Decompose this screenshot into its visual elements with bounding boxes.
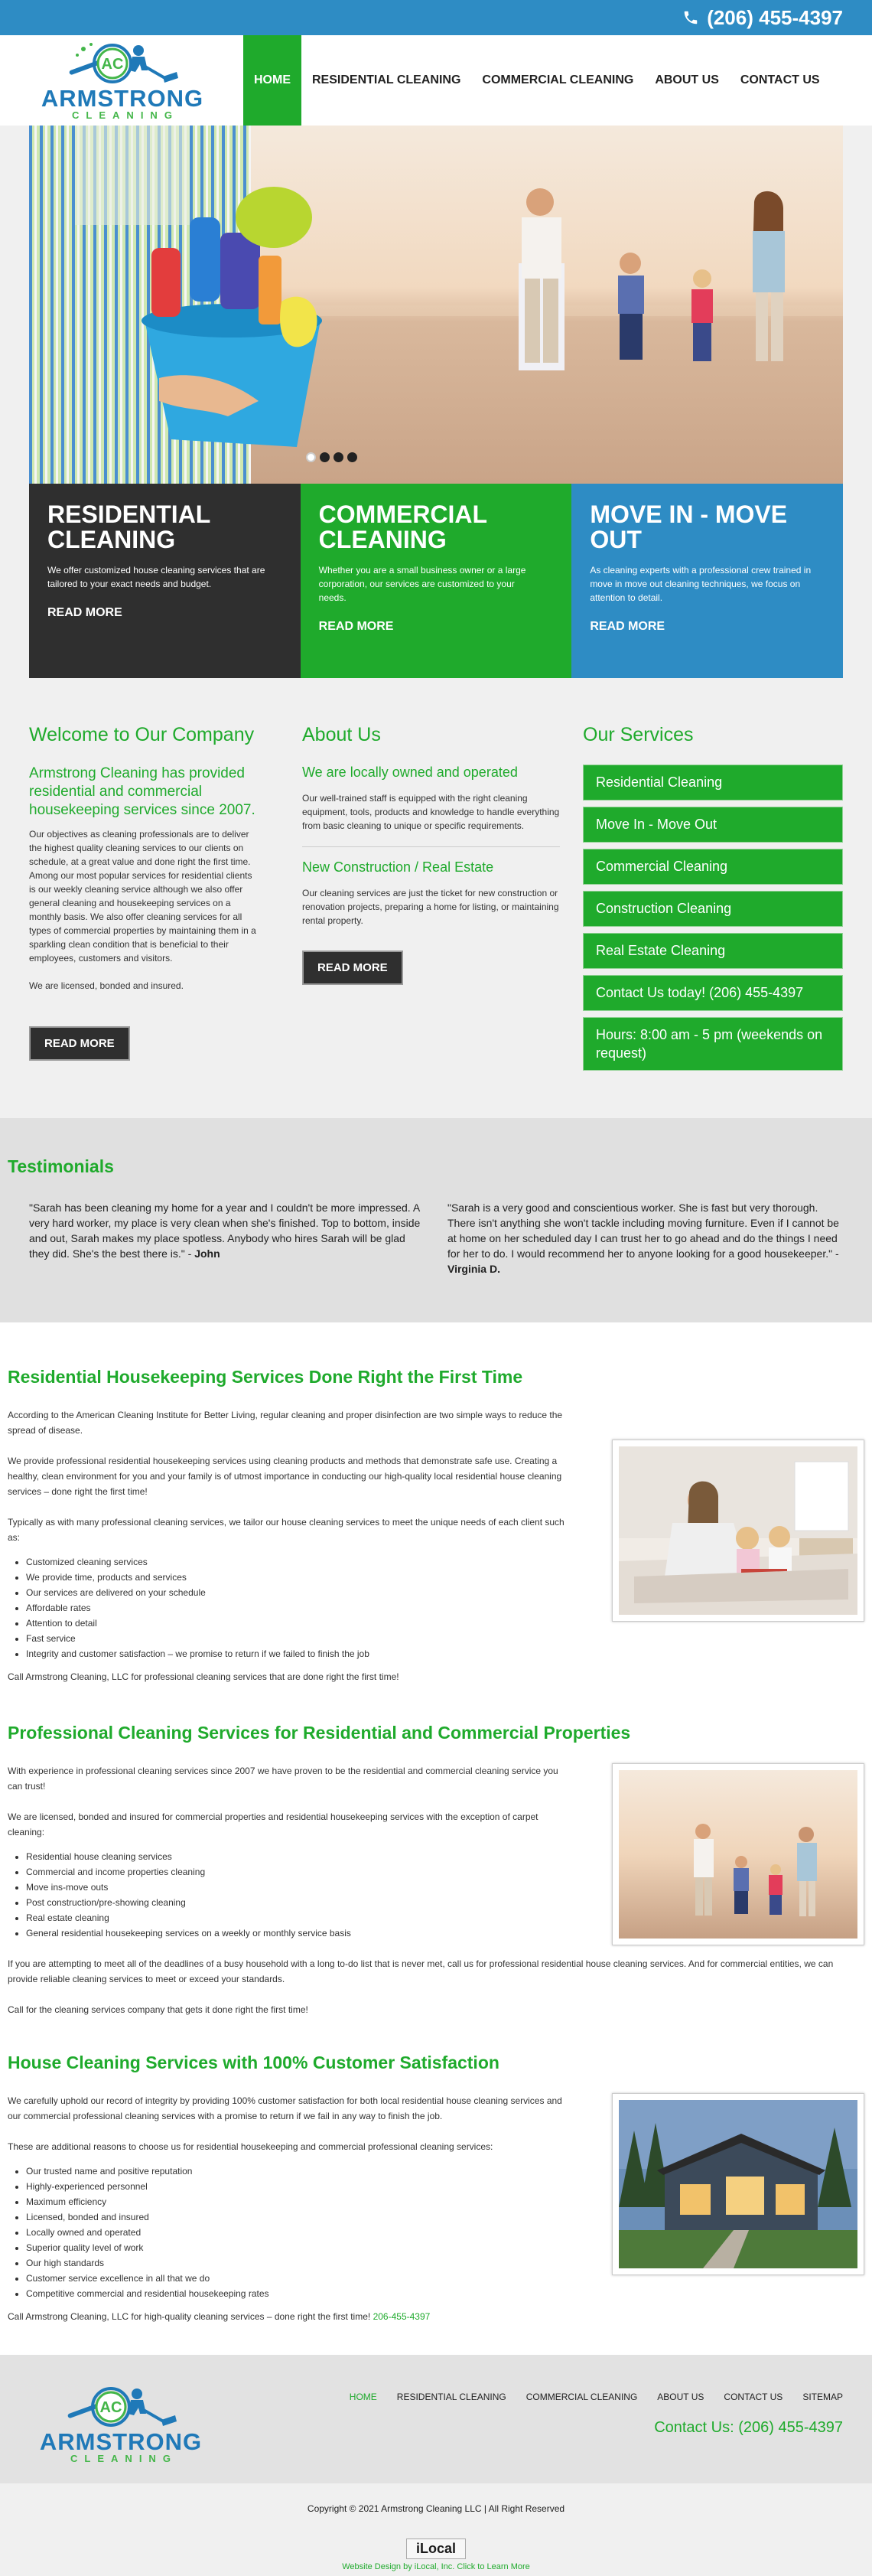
hero-region xyxy=(0,126,872,1118)
footer-nav-residential-cleaning[interactable]: RESIDENTIAL CLEANING xyxy=(396,2392,506,2402)
list-item: • Fast service xyxy=(26,1631,574,1646)
about-divider xyxy=(302,846,560,847)
section3-call xyxy=(8,2309,857,2324)
section1-paragraph: Call Armstrong Cleaning, LLC for professional cleaning services that are done right the first time! xyxy=(8,1671,399,1682)
footer-nav-commercial-cleaning[interactable]: COMMERCIAL CLEANING xyxy=(525,2392,638,2402)
section1-list xyxy=(26,1554,574,1661)
welcome-read-more-button[interactable]: READ MORE xyxy=(29,1026,130,1061)
slider-dot-4[interactable] xyxy=(347,452,357,462)
card-text: As cleaning experts with a professional crew trained in move in move out cleaning techniques, we focus on attention to detail. xyxy=(590,565,812,603)
logo-brand: ARMSTRONG xyxy=(41,85,204,112)
list-item: • Our high standards xyxy=(26,2255,574,2271)
service-cards xyxy=(29,484,843,678)
about-paragraph-construction: Our cleaning services are just the ticket for new construction or renovation projects, preparing a home for listing, or maintaining rental property. xyxy=(302,888,559,926)
card-commercial xyxy=(301,484,572,678)
welcome-paragraph: Our objectives as cleaning professionals are to deliver the highest quality cleaning services to our clients on schedule, at a great value and done right the first time. Among our most popular services for residential clients is our weekly cleaning service although we also offer general cleaning and housekeeping services on a monthly basis. We also offer cleaning services for all types of commercial properties by maintaining them in a sparkling clean condition that is beneficial to their employees, customers and visitors. xyxy=(29,829,256,964)
top-phone-link[interactable] xyxy=(682,6,843,30)
nav-residential-cleaning[interactable]: RESIDENTIAL CLEANING xyxy=(312,73,461,86)
list-item: • Post construction/pre-showing cleaning xyxy=(26,1895,574,1910)
testimonial-quote: "Sarah is a very good and conscientious worker. She is fast but very thorough. There isn't anything she won't tackle including moving furniture. Even if I cannot be at home on her scheduled day I can trust her to go ahead and do the things I need for her to do. I would recommend her to anyone looking for a good housekeeper." - xyxy=(447,1202,839,1260)
service-hours: Hours: 8:00 am - 5 pm (weekends on request) xyxy=(583,1017,843,1071)
section3-list xyxy=(26,2164,574,2301)
welcome-subtitle: Armstrong Cleaning has provided residential and commercial housekeeping services since 2007. xyxy=(29,765,255,818)
slider-dot-1[interactable] xyxy=(306,452,316,462)
card-text: We offer customized house cleaning services that are tailored to your exact needs and budget. xyxy=(47,565,265,589)
content-section xyxy=(0,1322,872,2355)
testimonial-author: John xyxy=(194,1247,220,1260)
logo-brand: ARMSTRONG xyxy=(39,2428,203,2455)
logo-emblem-icon xyxy=(65,40,180,87)
list-item: • Our trusted name and positive reputation xyxy=(26,2164,574,2179)
service-real-estate-cleaning[interactable]: Real Estate Cleaning xyxy=(583,933,843,969)
ilocal-credit-link[interactable]: Website Design by iLocal, Inc. Click to Learn More xyxy=(342,2562,530,2571)
card-residential xyxy=(29,484,301,678)
card-read-more[interactable]: READ MORE xyxy=(47,606,122,619)
service-construction-cleaning[interactable]: Construction Cleaning xyxy=(583,891,843,927)
about-column xyxy=(302,724,560,1077)
list-item: • Superior quality level of work xyxy=(26,2240,574,2255)
section2-paragraph: We are licensed, bonded and insured for commercial properties and residential housekeeping services with the exception of carpet cleaning: xyxy=(8,1811,538,1837)
top-phone-number: (206) 455-4397 xyxy=(707,5,843,29)
footer-nav-sitemap[interactable]: SITEMAP xyxy=(802,2392,843,2402)
section1-paragraph: Typically as with many professional cleaning services, we tailor our house cleaning services to meet the unique needs of each client such as: xyxy=(8,1517,565,1543)
top-bar xyxy=(0,0,872,35)
section1-image-frame xyxy=(612,1440,864,1622)
card-read-more[interactable]: READ MORE xyxy=(590,620,665,633)
list-item: • Competitive commercial and residential housekeeping rates xyxy=(26,2286,574,2301)
slider-dot-2[interactable] xyxy=(320,452,330,462)
copyright-bar xyxy=(0,2483,872,2576)
list-item: • Move ins-move outs xyxy=(26,1880,574,1895)
card-read-more[interactable]: READ MORE xyxy=(318,620,394,633)
testimonials-title: Testimonials xyxy=(8,1156,114,1176)
about-paragraph: Our well-trained staff is equipped with the right cleaning equipment, tools, products and knowledge to handle everything from basic cleaning to unique or specific requirements. xyxy=(302,793,560,831)
main-nav xyxy=(243,35,831,126)
testimonials-section xyxy=(0,1118,872,1322)
service-contact-us[interactable]: Contact Us today! (206) 455-4397 xyxy=(583,975,843,1011)
nav-commercial-cleaning[interactable]: COMMERCIAL CLEANING xyxy=(482,73,634,86)
card-title: COMMERCIAL CLEANING xyxy=(318,501,487,553)
nav-contact-us[interactable]: CONTACT US xyxy=(740,73,820,86)
list-item: • Affordable rates xyxy=(26,1600,574,1616)
logo-sub: CLEANING xyxy=(72,109,179,121)
list-item: • Residential house cleaning services xyxy=(26,1849,574,1864)
section1-image xyxy=(619,1446,857,1615)
list-item: • Customer service excellence in all that we do xyxy=(26,2271,574,2286)
section2-title: Professional Cleaning Services for Residential and Commercial Properties xyxy=(8,1723,631,1743)
card-title: MOVE IN - MOVE OUT xyxy=(590,501,788,553)
list-item: • Our services are delivered on your schedule xyxy=(26,1585,574,1600)
card-title: RESIDENTIAL CLEANING xyxy=(47,501,210,553)
site-footer xyxy=(0,2355,872,2483)
testimonial-2 xyxy=(447,1200,843,1277)
site-header xyxy=(0,35,872,126)
section1-title: Residential Housekeeping Services Done Right the First Time xyxy=(8,1367,523,1387)
footer-nav-home[interactable]: HOME xyxy=(349,2392,377,2402)
slider-dot-3[interactable] xyxy=(334,452,343,462)
welcome-column xyxy=(29,724,259,1077)
nav-about-us[interactable]: ABOUT US xyxy=(655,73,719,86)
section3-title: House Cleaning Services with 100% Customer Satisfaction xyxy=(8,2053,499,2072)
logo-emblem-icon xyxy=(63,2383,178,2431)
card-text: Whether you are a small business owner or a large corporation, our services are customized to your needs. xyxy=(318,565,526,603)
copyright-text: Copyright © 2021 Armstrong Cleaning LLC | All Right Reserved xyxy=(307,2503,565,2514)
footer-logo[interactable] xyxy=(29,2364,213,2483)
list-item: • Maximum efficiency xyxy=(26,2194,574,2209)
service-commercial-cleaning[interactable]: Commercial Cleaning xyxy=(583,849,843,885)
section3-paragraph: These are additional reasons to choose us for residential housekeeping and commercial professional cleaning services: xyxy=(8,2141,493,2152)
list-item: • Customized cleaning services xyxy=(26,1554,574,1570)
list-item: • Commercial and income properties cleaning xyxy=(26,1864,574,1880)
section2-paragraph: If you are attempting to meet all of the deadlines of a busy household with a long to-do list that is never met, call us for professional residential house cleaning services. And for commercial entities, we can provide reliable cleaning services to meet or exceed your standards. xyxy=(8,1958,834,1984)
list-item: • Licensed, bonded and insured xyxy=(26,2209,574,2225)
section1-paragraph: We provide professional residential housekeeping services using cleaning products and methods that demonstrate safe use. Creating a healthy, clean environment for you and your family is of utmost importance in conducting our high-quality local residential house cleaning services – done right the first time! xyxy=(8,1456,562,1497)
section2-image xyxy=(619,1770,857,1939)
footer-nav-contact-us[interactable]: CONTACT US xyxy=(724,2392,783,2402)
welcome-paragraph-licensed: We are licensed, bonded and insured. xyxy=(29,980,184,991)
slider-dots xyxy=(306,452,357,462)
section2-paragraph: With experience in professional cleaning services since 2007 we have proven to be the residential and commercial cleaning service you can trust! xyxy=(8,1766,558,1792)
logo-initials: AC xyxy=(99,2399,122,2416)
testimonial-quote: "Sarah has been cleaning my home for a year and I couldn't be more impressed. A very hard worker, my place is very clean when she's finished. Top to bottom, inside and out, Sarah makes my place spotless. Anybody who hires Sarah will be glad they did. She's the best there is." - xyxy=(29,1202,421,1260)
list-item: • We provide time, products and services xyxy=(26,1570,574,1585)
list-item: • Highly-experienced personnel xyxy=(26,2179,574,2194)
about-subtitle-construction: New Construction / Real Estate xyxy=(302,859,494,875)
list-item: • Integrity and customer satisfaction – we promise to return if we failed to finish the job xyxy=(26,1646,574,1661)
section3-paragraph: We carefully uphold our record of integrity by providing 100% customer satisfaction for both local residential house cleaning services and our commercial professional cleaning services with a promise to return if we fail in any way to finish the job. xyxy=(8,2095,562,2121)
section3-image-frame xyxy=(612,2093,864,2275)
list-item: • General residential housekeeping services on a weekly or monthly service basis xyxy=(26,1925,574,1941)
card-move-in-move-out xyxy=(571,484,843,678)
section3-image xyxy=(619,2100,857,2268)
phone-icon xyxy=(682,9,699,26)
list-item: • Attention to detail xyxy=(26,1616,574,1631)
section2-image-frame xyxy=(612,1763,864,1945)
section2-list xyxy=(26,1849,574,1941)
footer-nav-about-us[interactable]: ABOUT US xyxy=(657,2392,704,2402)
section3-phone-link[interactable]: 206-455-4397 xyxy=(373,2311,431,2322)
logo-initials: AC xyxy=(101,56,124,73)
about-title: About Us xyxy=(302,724,381,745)
welcome-title: Welcome to Our Company xyxy=(29,724,255,745)
testimonial-author: Virginia D. xyxy=(447,1263,500,1275)
service-residential-cleaning[interactable]: Residential Cleaning xyxy=(583,765,843,801)
logo-sub: CLEANING xyxy=(70,2453,177,2464)
services-title: Our Services xyxy=(583,724,694,745)
site-logo[interactable] xyxy=(31,35,214,126)
section2-paragraph: Call for the cleaning services company that gets it done right the first time! xyxy=(8,2004,308,2015)
about-read-more-button[interactable]: READ MORE xyxy=(302,951,403,985)
list-item: • Real estate cleaning xyxy=(26,1910,574,1925)
section1-paragraph: According to the American Cleaning Institute for Better Living, regular cleaning and proper disinfection are two simple ways to reduce the spread of disease. xyxy=(8,1410,563,1436)
ilocal-logo[interactable]: iLocal xyxy=(406,2539,466,2559)
nav-home[interactable]: HOME xyxy=(243,35,301,126)
hero-slider[interactable] xyxy=(29,126,843,484)
list-item: • Locally owned and operated xyxy=(26,2225,574,2240)
hero-image xyxy=(29,126,843,484)
testimonial-1 xyxy=(29,1200,425,1277)
footer-nav xyxy=(350,2392,843,2402)
section3-call-text: Call Armstrong Cleaning, LLC for high-quality cleaning services – done right the first time! xyxy=(8,2311,371,2322)
footer-contact-link[interactable]: Contact Us: (206) 455-4397 xyxy=(654,2419,843,2436)
services-column xyxy=(583,724,843,1077)
intro-section xyxy=(0,678,872,1118)
service-move-in-move-out[interactable]: Move In - Move Out xyxy=(583,807,843,843)
about-subtitle: We are locally owned and operated xyxy=(302,765,518,780)
